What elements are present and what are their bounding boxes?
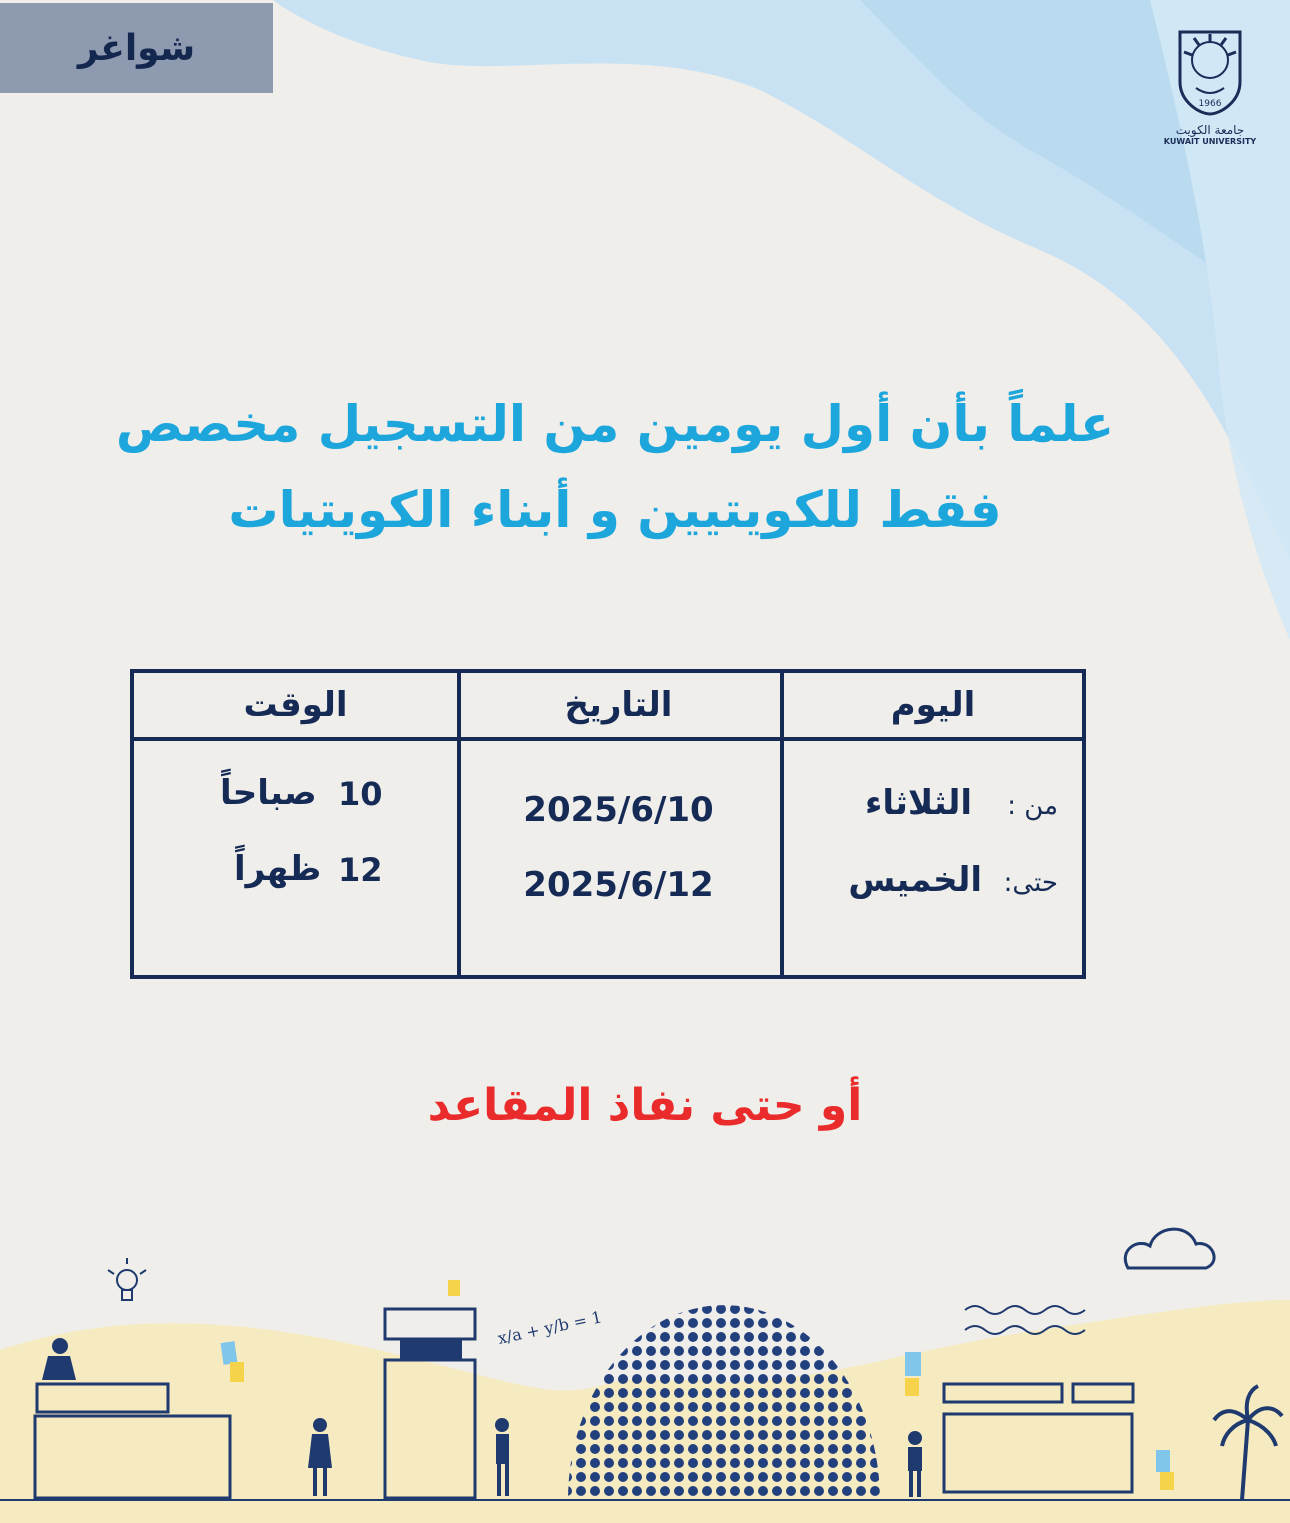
date-column: [457, 673, 784, 975]
kuwait-university-logo: [1160, 22, 1260, 172]
headline-line-1: علماً بأن أول يومين من التسجيل مخصص: [115, 395, 1115, 453]
vacancies-tag: [0, 3, 273, 93]
to-label: حتى:: [1003, 868, 1058, 898]
logo-name-en: KUWAIT UNIVERSITY: [1163, 137, 1257, 146]
university-crest-icon: [1170, 22, 1250, 117]
start-hour: 10: [338, 775, 383, 813]
logo-name-ar: جامعة الكويت: [1175, 123, 1245, 137]
until-seats-filled-note: أو حتى نفاذ المقاعد: [427, 1080, 863, 1131]
registration-schedule-table: [130, 669, 1086, 979]
headline-line-2: فقط للكويتيين و أبناء الكويتيات: [228, 481, 1002, 539]
start-period: صباحاً: [220, 773, 317, 813]
date-header: التاريخ: [457, 673, 780, 741]
end-period: ظهراً: [234, 849, 322, 889]
to-day: الخميس: [848, 860, 982, 900]
time-header: الوقت: [134, 673, 457, 741]
day-header: اليوم: [784, 673, 1082, 741]
equation-text: x/a + y/b = 1: [495, 1307, 604, 1348]
from-day: الثلاثاء: [864, 783, 972, 823]
logo-year: 1966: [1198, 99, 1222, 109]
vacancies-tag-label: شواغر: [77, 27, 196, 69]
end-hour: 12: [338, 851, 383, 889]
to-date: 2025/6/12: [523, 865, 714, 905]
from-date: 2025/6/10: [523, 790, 714, 830]
day-column: [784, 673, 1082, 975]
time-column: [134, 673, 461, 975]
from-label: من :: [1007, 791, 1058, 821]
